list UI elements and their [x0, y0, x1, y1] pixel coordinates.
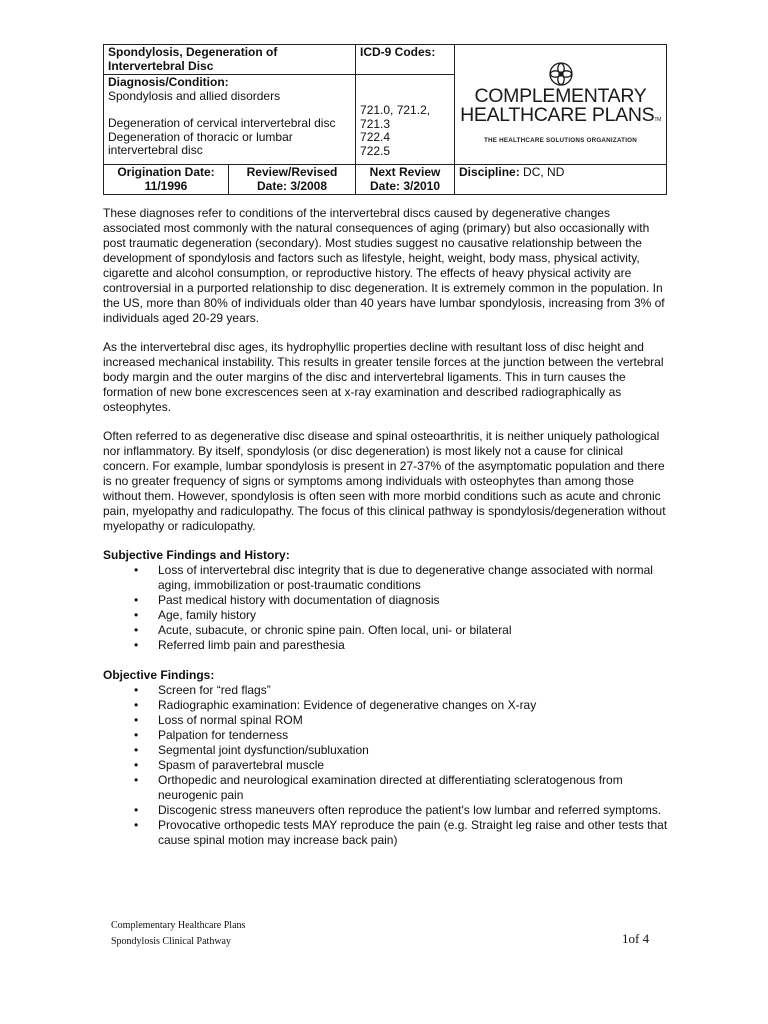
- logo-tagline: THE HEALTHCARE SOLUTIONS ORGANIZATION: [483, 137, 638, 144]
- list-item: • Screen for “red flags”: [103, 683, 669, 698]
- list-item: • Spasm of paravertebral muscle: [103, 758, 669, 773]
- page-footer: [111, 918, 245, 950]
- footer-company: Complementary Healthcare Plans: [111, 920, 246, 931]
- objective-findings-heading: Objective Findings:: [103, 668, 215, 682]
- list-item: • Palpation for tenderness: [103, 728, 669, 743]
- next-review-date: Next Review Date: 3/2010: [356, 165, 455, 195]
- icd-codes-1: 721.0, 721.2, 721.3: [360, 103, 431, 131]
- condition-3: Degeneration of thoracic or lumbar intervertebral disc: [108, 129, 293, 157]
- aging-paragraph: As the intervertebral disc ages, its hydrophyllic properties decline with resultant loss of disc height and increased mechanical instability. This results in greater tensile forces at the junction between the vertebral body margin and the outer margins of the disc and intervertebral ligaments. This in turn causes the formation of new bone excrescences seen at x-ray examination and described radiographically as osteophytes.: [103, 340, 664, 414]
- diagnosis-label: Diagnosis/Condition:: [108, 75, 229, 89]
- discipline: [455, 165, 667, 195]
- subjective-findings-heading: Subjective Findings and History:: [103, 548, 290, 562]
- document-body: [103, 206, 669, 863]
- intro-paragraph: These diagnoses refer to conditions of the intervertebral discs caused by degenerative changes associated most commonly with the natural consequences of aging (primary) but also occasionally with post traumatic degeneration (secondary). Most studies suggest no causative relationship between the development of spondylosis and factors such as lifestyle, height, weight, body mass, physical activity, cigarette and alcohol consumption, or reproductive history. The effects of heavy physical activity are controversial in a purported relationship to disc degeneration. It is extremely common in the population. In the US, more than 80% of individuals older than 40 years have lumbar spondylosis, increasing from 3% of individuals aged 20-29 years.: [103, 206, 665, 325]
- list-item: • Provocative orthopedic tests MAY reproduce the pain (e.g. Straight leg raise and other tests that cause spinal motion may increase back pain): [103, 818, 669, 848]
- list-item: • Referred limb pain and paresthesia: [103, 638, 669, 653]
- discipline-value: DC, ND: [523, 165, 565, 179]
- list-item: • Age, family history: [103, 608, 669, 623]
- list-item: • Loss of intervertebral disc integrity that is due to degenerative change associated with normal aging, immobilization or post-traumatic conditions: [103, 563, 669, 593]
- list-item: • Discogenic stress maneuvers often reproduce the patient's low lumbar and referred symptoms.: [103, 803, 669, 818]
- icd-codes-cell: [356, 75, 455, 165]
- condition-2: Degeneration of cervical intervertebral disc: [108, 116, 336, 130]
- origination-date: Origination Date: 11/1996: [104, 165, 229, 195]
- header-table: [103, 44, 667, 195]
- osteoarthritis-paragraph: Often referred to as degenerative disc disease and spinal osteoarthritis, it is neither uniquely pathological nor inflammatory. By itself, spondylosis (or disc degeneration) is most likely not a cause for clinical concern. For example, lumbar spondylosis is present in 27-37% of the asymptomatic population and there is no greater frequency of signs or symptoms among individuals with osteophytes than among those without them. However, spondylosis is often seen with more morbid conditions such as acute and chronic pain, myelopathy and radiculopathy. The focus of this clinical pathway is spondylosis/degeneration without myelopathy or radiculopathy.: [103, 429, 666, 533]
- logo-line-2: HEALTHCARE PLANSTM: [460, 104, 661, 126]
- list-item: • Past medical history with documentation of diagnosis: [103, 593, 669, 608]
- discipline-label: Discipline:: [459, 165, 520, 179]
- review-date: Review/Revised Date: 3/2008: [229, 165, 356, 195]
- logo-line-1: COMPLEMENTARY: [474, 85, 647, 107]
- icd-codes-3: 722.5: [360, 143, 391, 158]
- logo-cell: [455, 45, 667, 165]
- icd-codes-2: 722.4: [360, 130, 391, 144]
- icd-codes-label: ICD-9 Codes:: [356, 45, 455, 75]
- footer-document: Spondylosis Clinical Pathway: [111, 936, 231, 947]
- list-item: • Loss of normal spinal ROM: [103, 713, 669, 728]
- subjective-findings-list: [103, 563, 669, 653]
- page-number: 1of 4: [622, 931, 650, 946]
- list-item: • Orthopedic and neurological examination directed at differentiating scleratogenous from neurogenic pain: [103, 773, 669, 803]
- condition-1: Spondylosis and allied disorders: [108, 88, 281, 103]
- list-item: • Acute, subacute, or chronic spine pain. Often local, uni- or bilateral: [103, 623, 669, 638]
- list-item: • Radiographic examination: Evidence of degenerative changes on X-ray: [103, 698, 669, 713]
- flower-emblem-icon: [548, 61, 574, 87]
- objective-findings-list: [103, 683, 669, 848]
- diagnosis-cell: [104, 75, 356, 165]
- list-item: • Segmental joint dysfunction/subluxation: [103, 743, 669, 758]
- document-title: Spondylosis, Degeneration of Intervertebral Disc: [104, 45, 356, 75]
- company-logo: [455, 61, 666, 148]
- trademark-mark: TM: [654, 117, 661, 123]
